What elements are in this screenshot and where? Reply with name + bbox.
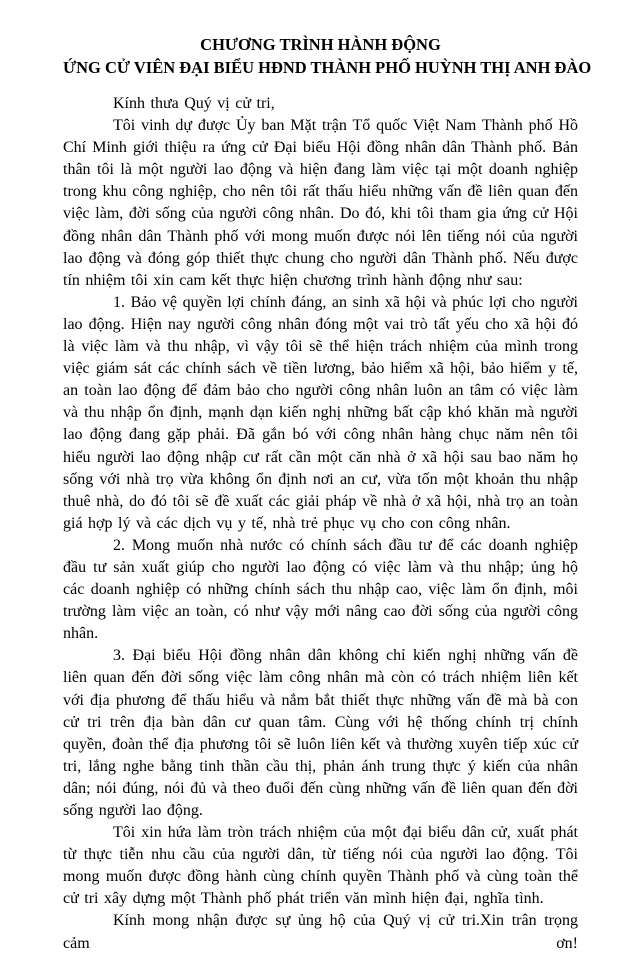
document-body xyxy=(63,93,578,955)
title-line-2: ỨNG CỬ VIÊN ĐẠI BIỂU HĐND THÀNH PHỐ HUỲNH THỊ ANH ĐÀO xyxy=(63,57,592,77)
paragraph-point-3: 3. Đại biểu Hội đồng nhân dân không chỉ kiến nghị những vấn đề liên quan đến đời sống việc làm công nhân mà còn có trách nhiệm liên kết với địa phương để thấu hiểu và nắm bắt thiết thực những vấn đề mà bà con cử tri trên địa bàn dân cư quan tâm. Cùng với hệ thống chính trị chính quyền, đoàn thể địa phương tôi sẽ luôn liên kết và thường xuyên tiếp xúc cử tri, lắng nghe bằng tinh thần cầu thị, phản ánh trung thực ý kiến của nhân dân; nói đúng, nói đủ và theo đuổi đến cùng những vấn đề liên quan đến đời sống người lao động. xyxy=(63,647,578,819)
document-title xyxy=(63,34,592,79)
salutation: Kính thưa Quý vị cử tri, xyxy=(113,95,275,112)
paragraph-point-1: 1. Bảo vệ quyền lợi chính đáng, an sinh xã hội và phúc lợi cho người lao động. Hiện nay người công nhân đóng một vai trò tất yếu cho xã hội đó là việc làm và thu nhập, vì vậy tôi sẽ thể hiện trách nhiệm của mình trong việc giám sát các chính sách về tiền lương, bảo hiểm xã hội, bảo hiểm y tế, an toàn lao động để đảm bảo cho người công nhân luôn an tâm có việc làm và thu nhập ổn định, mạnh dạn kiến nghị những bất cập khó khăn mà người lao động đang gặp phải. Đã gắn bó với công nhân hàng chục năm nên tôi hiểu người lao động nhập cư rất cần một căn nhà ở xã hội sau bao năm họ sống với nhà trọ vừa không ổn định nơi an cư, vừa tốn một khoản thu nhập thuê nhà, do đó tôi sẽ đề xuất các giải pháp về nhà ở xã hội, nhà trọ an toàn giá hợp lý và các dịch vụ y tế, nhà trẻ phục vụ cho con công nhân. xyxy=(63,293,578,532)
paragraph-closing: Kính mong nhận được sự ủng hộ của Quý vị cử tri.Xin trân trọng cảm ơn! xyxy=(63,912,578,952)
title-line-1: CHƯƠNG TRÌNH HÀNH ĐỘNG xyxy=(200,35,441,54)
paragraph-point-2: 2. Mong muốn nhà nước có chính sách đầu tư để các doanh nghiệp đầu tư sản xuất giúp cho người lao động có việc làm và thu nhập; ủng hộ các doanh nghiệp có những chính sách thu nhập cao, việc làm ổn định, môi trường làm việc an toàn, có như vậy mới nâng cao đời sống của người công nhân. xyxy=(63,536,578,643)
paragraph-introduction: Tôi vinh dự được Ủy ban Mặt trận Tổ quốc Việt Nam Thành phố Hồ Chí Minh giới thiệu ra ứng cử Đại biểu Hội đồng nhân dân Thành phố. Bản thân tôi là một người lao động và hiện đang làm việc tại một doanh nghiệp trong khu công nghiệp, cho nên tôi rất thấu hiểu những vấn đề liên quan đến việc làm, đời sống của người công nhân. Do đó, khi tôi tham gia ứng cử Hội đồng nhân dân Thành phố với mong muốn được nói lên tiếng nói của người lao động và đóng góp thiết thực chung cho người dân Thành phố. Nếu được tín nhiệm tôi xin cam kết thực hiện chương trình hành động như sau: xyxy=(63,117,578,289)
paragraph-promise: Tôi xin hứa làm tròn trách nhiệm của một đại biểu dân cử, xuất phát từ thực tiễn nhu cầu của người dân, từ tiếng nói của người lao động. Tôi mong muốn được đồng hành cùng chính quyền Thành phố và cùng toàn thể cử tri xây dựng một Thành phố phát triển văn mình hiện đại, nghĩa tình. xyxy=(63,824,578,908)
